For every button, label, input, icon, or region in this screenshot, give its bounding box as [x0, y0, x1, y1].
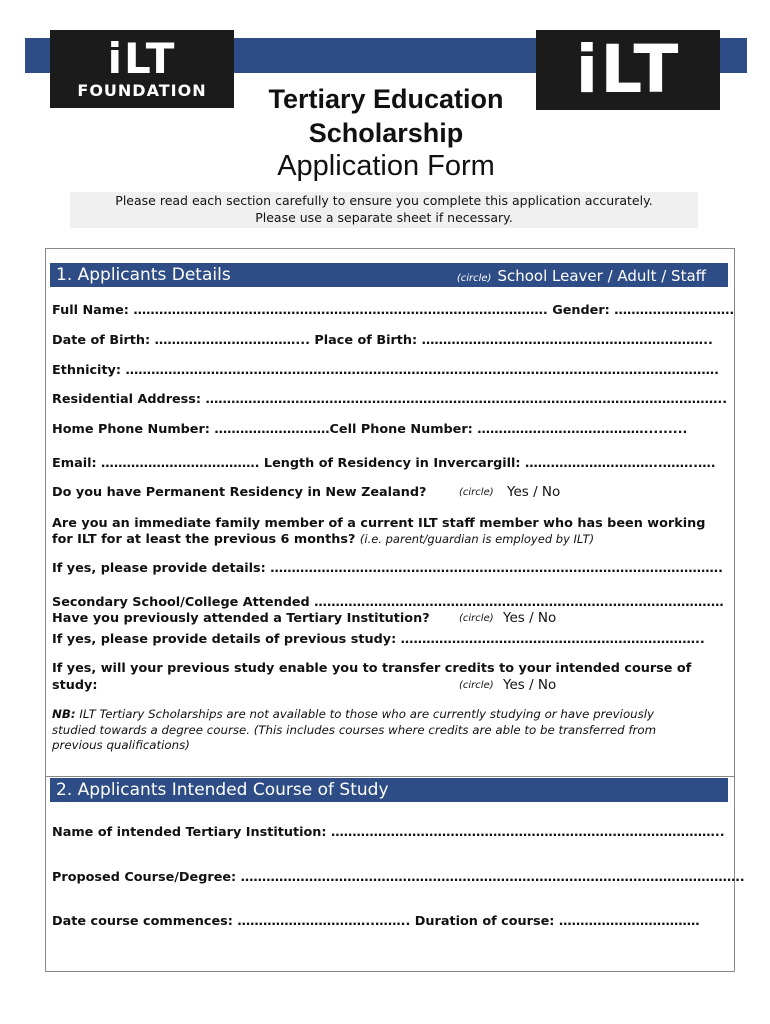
nb-label: NB: [52, 707, 76, 721]
course-field[interactable]: Proposed Course/Degree: ………………………………………………………………………………………………………. [52, 870, 745, 885]
ilt-logo: iLT [536, 30, 720, 110]
section-1-title: 1. Applicants Details [56, 265, 231, 285]
logo-left-subtext: FOUNDATION [77, 81, 207, 100]
course-dates-field[interactable]: Date course commences: …………………………..…….. Duration of course: …………………………… [52, 914, 700, 929]
transfer-question-line-2 [52, 678, 722, 693]
title-line-1: Tertiary Education [268, 84, 504, 114]
circle-hint: (circle) [456, 273, 492, 284]
residency-circle-hint: (circle) [459, 487, 494, 498]
logo-left-text: iLT [107, 34, 177, 83]
family-question-hint: (i.e. parent/guardian is employed by ILT) [359, 532, 595, 546]
residency-yes-no[interactable]: Yes / No [507, 484, 561, 500]
tertiary-label: Have you previously attended a Tertiary Institution? [52, 611, 430, 626]
nb-text-1: ILT Tertiary Scholarships are not available to those who are currently studying or have previously [75, 707, 655, 721]
institution-field[interactable]: Name of intended Tertiary Institution: ……………………………………………………………………………….. [52, 825, 725, 840]
family-question-line-1: Are you an immediate family member of a current ILT staff member who has been working [52, 516, 706, 531]
phone-fields[interactable]: Home Phone Number: ………………………Cell Phone Number: …………………………………......... [52, 422, 688, 437]
family-question-line-2 [52, 532, 594, 547]
nb-text-3: previous qualifications) [52, 738, 190, 752]
family-question-text: for ILT for at least the previous 6 months? [52, 532, 356, 547]
title-line-2: Scholarship [308, 118, 464, 148]
nb-text-2: studied towards a degree course. (This includes courses where credits are able to be transferred from [52, 722, 657, 737]
status-options[interactable] [457, 265, 706, 290]
section-divider [45, 776, 735, 777]
transfer-yes-no[interactable]: Yes / No [503, 677, 557, 693]
tertiary-yes-no[interactable]: Yes / No [503, 610, 557, 626]
previous-study-field[interactable]: If yes, please provide details of previous study: …………………………………………………………….. [52, 632, 705, 647]
form-box [45, 248, 735, 972]
ilt-foundation-logo [50, 30, 234, 108]
residency-label: Do you have Permanent Residency in New Zealand? [52, 485, 427, 500]
ethnicity-field[interactable]: Ethnicity: …………………………………………………………………………………………………………………………. [52, 363, 719, 378]
title-line-3: Application Form [277, 150, 495, 182]
residency-question [52, 484, 561, 500]
transfer-circle-hint: (circle) [459, 680, 494, 691]
intro-line-1: Please read each section carefully to ensure you complete this application accurately. [115, 193, 653, 208]
full-name-field[interactable]: Full Name: ……………………………………………………………………………………. Gender: ………………………. [52, 303, 735, 318]
section-2-title: 2. Applicants Intended Course of Study [56, 780, 389, 800]
status-options-text: School Leaver / Adult / Staff [497, 267, 706, 285]
tertiary-question [52, 610, 557, 626]
school-field[interactable]: Secondary School/College Attended …………………………………………………………………………………… [52, 595, 724, 610]
dob-field[interactable]: Date of Birth: ……………………………... Place of Birth: ………………………………………………………….. [52, 333, 713, 348]
nb-note [52, 707, 722, 754]
email-field[interactable]: Email: ………………………………. Length of Residency in Invercargill: …………………………..……..…. [52, 456, 716, 471]
transfer-label: study: [52, 678, 98, 693]
family-details-field[interactable]: If yes, please provide details: ……………………………………………………………………………………………. [52, 561, 723, 576]
intro-box [70, 192, 698, 228]
address-field[interactable]: Residential Address: ………………………………………………………………………………………………………….. [52, 392, 728, 407]
section-1-header [50, 263, 728, 287]
tertiary-circle-hint: (circle) [459, 613, 494, 624]
intro-line-2: Please use a separate sheet if necessary. [255, 210, 513, 225]
section-2-header [50, 778, 728, 802]
transfer-question-line-1: If yes, will your previous study enable you to transfer credits to your intended course of [52, 661, 692, 676]
